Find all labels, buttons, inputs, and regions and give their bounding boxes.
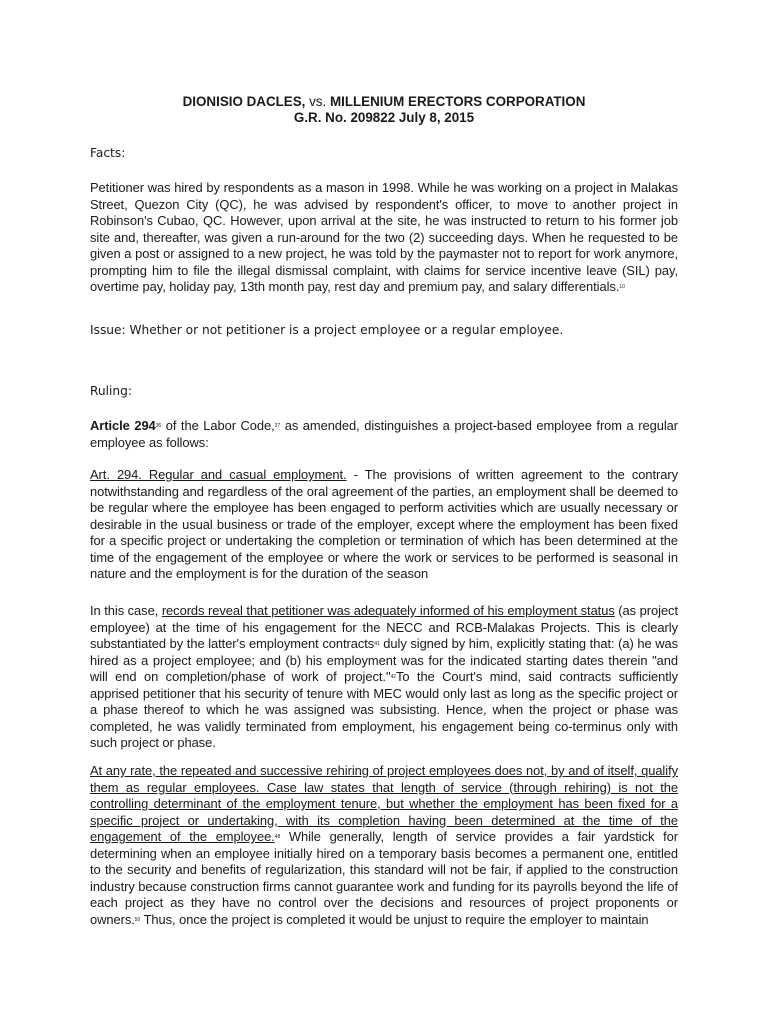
versus-label: vs.	[305, 94, 330, 109]
footnote-ref: 48	[274, 834, 281, 840]
underlined-text: records reveal that petitioner was adequately informed of his employment status	[161, 603, 615, 618]
ruling-paragraph-2	[90, 467, 678, 583]
facts-paragraph	[90, 180, 678, 296]
footnote-ref: 42	[390, 674, 396, 680]
ruling-heading: Ruling:	[90, 384, 132, 398]
footnote-ref: 10	[619, 284, 625, 290]
underlined-text: At any rate, the repeated and successive rehiring of project employees does not, by and of itself, qualify them as regular employees. Case law states that length of service (through rehiring) is not the controlling determinant of the employment tenure, but whether the employment has been fixed for a specific project or undertaking, with its completion having been determined at the time of the engagement of the employee.	[90, 763, 678, 844]
paragraph-text: of the Labor Code,	[161, 418, 275, 433]
footnote-ref: 37	[274, 423, 281, 429]
paragraph-text: duly signed by him, explicitly stating that: (a) he was hired as a project employee; and (b) his employment was for the indicated starting dates therein "and will end on completion/phase of work of project."	[90, 636, 679, 684]
paragraph-text: Thus, once the project is completed it would be unjust to require the employer to maintain	[140, 911, 649, 927]
paragraph-text: (as project employee) at the time of his engagement for the NECC and RCB-Malakas Projects. This is clearly substantiated by the latter's employment contracts	[90, 603, 678, 651]
footnote-ref: 41	[374, 641, 380, 647]
ruling-paragraph-1	[90, 418, 678, 451]
petitioner-name: DIONISIO DACLES,	[182, 94, 306, 109]
paragraph-text: In this case,	[90, 603, 162, 618]
ruling-paragraph-4	[90, 763, 678, 928]
case-title	[0, 94, 768, 110]
article-reference: Article 294	[90, 418, 156, 433]
footnote-ref: 36	[155, 423, 162, 429]
paragraph-text: While generally, length of service provides a fair yardstick for determining when an employee initially hired on a temporary basis becomes a permanent one, entitled to the security and benefits of regularization, this standard will not be fair, if applied to the construction industry because construction firms cannot guarantee work and funding for its payrolls beyond the life of each project as they have no control over the decisions and resources of project proponents or owners.	[90, 829, 678, 927]
case-number: G.R. No. 209822 July 8, 2015	[293, 110, 475, 125]
paragraph-text: - The provisions of written agreement to the contrary notwithstanding and regardless of the oral agreement of the parties, an employment shall be deemed to be regular where the employee has been engaged to perform activities which are usually necessary or desirable in the usual business or trade of the employer, except where the employment has been fixed for a specific project or undertaking the completion or termination of which has been determined at the time of the engagement of the employee or where the work or services to be performed is seasonal in nature and the employment is for the duration of the season	[90, 467, 678, 581]
ruling-paragraph-3	[90, 603, 678, 752]
footnote-ref: 50	[134, 916, 141, 923]
facts-body: Petitioner was hired by respondents as a mason in 1998. While he was working on a project in Malakas Street, Quezon City (QC), he was advised by respondent's officer, to move to another project in Robinson's Cubao, QC. However, upon arrival at the site, he was instructed to return to his former job site and, thereafter, was given a run-around for the two (2) succeeding days. When he requested to be given a post or assigned to a new project, he was told by the paymaster not to report for work anymore, prompting him to file the illegal dismissal complaint, with claims for service incentive leave (SIL) pay, overtime pay, holiday pay, 13th month pay, rest day and premium pay, and salary differentials.	[90, 180, 678, 294]
respondent-name: MILLENIUM ERECTORS CORPORATION	[329, 94, 586, 109]
paragraph-text: as amended, distinguishes a project-based employee from a regular employee as follows:	[90, 418, 678, 450]
facts-heading: Facts:	[90, 146, 126, 160]
article-heading-underlined: Art. 294. Regular and casual employment.	[90, 467, 347, 482]
paragraph-text: To the Court's mind, said contracts sufficiently apprised petitioner that his security of tenure with MEC would only last as long as the specific project or a phase thereof to which he was assigned was subsisting. Hence, when the project or phase was completed, he was validly terminated from employment, his engagement being co-terminus only with such project or phase.	[90, 669, 678, 750]
issue-statement: Issue: Whether or not petitioner is a project employee or a regular employee.	[90, 323, 564, 337]
